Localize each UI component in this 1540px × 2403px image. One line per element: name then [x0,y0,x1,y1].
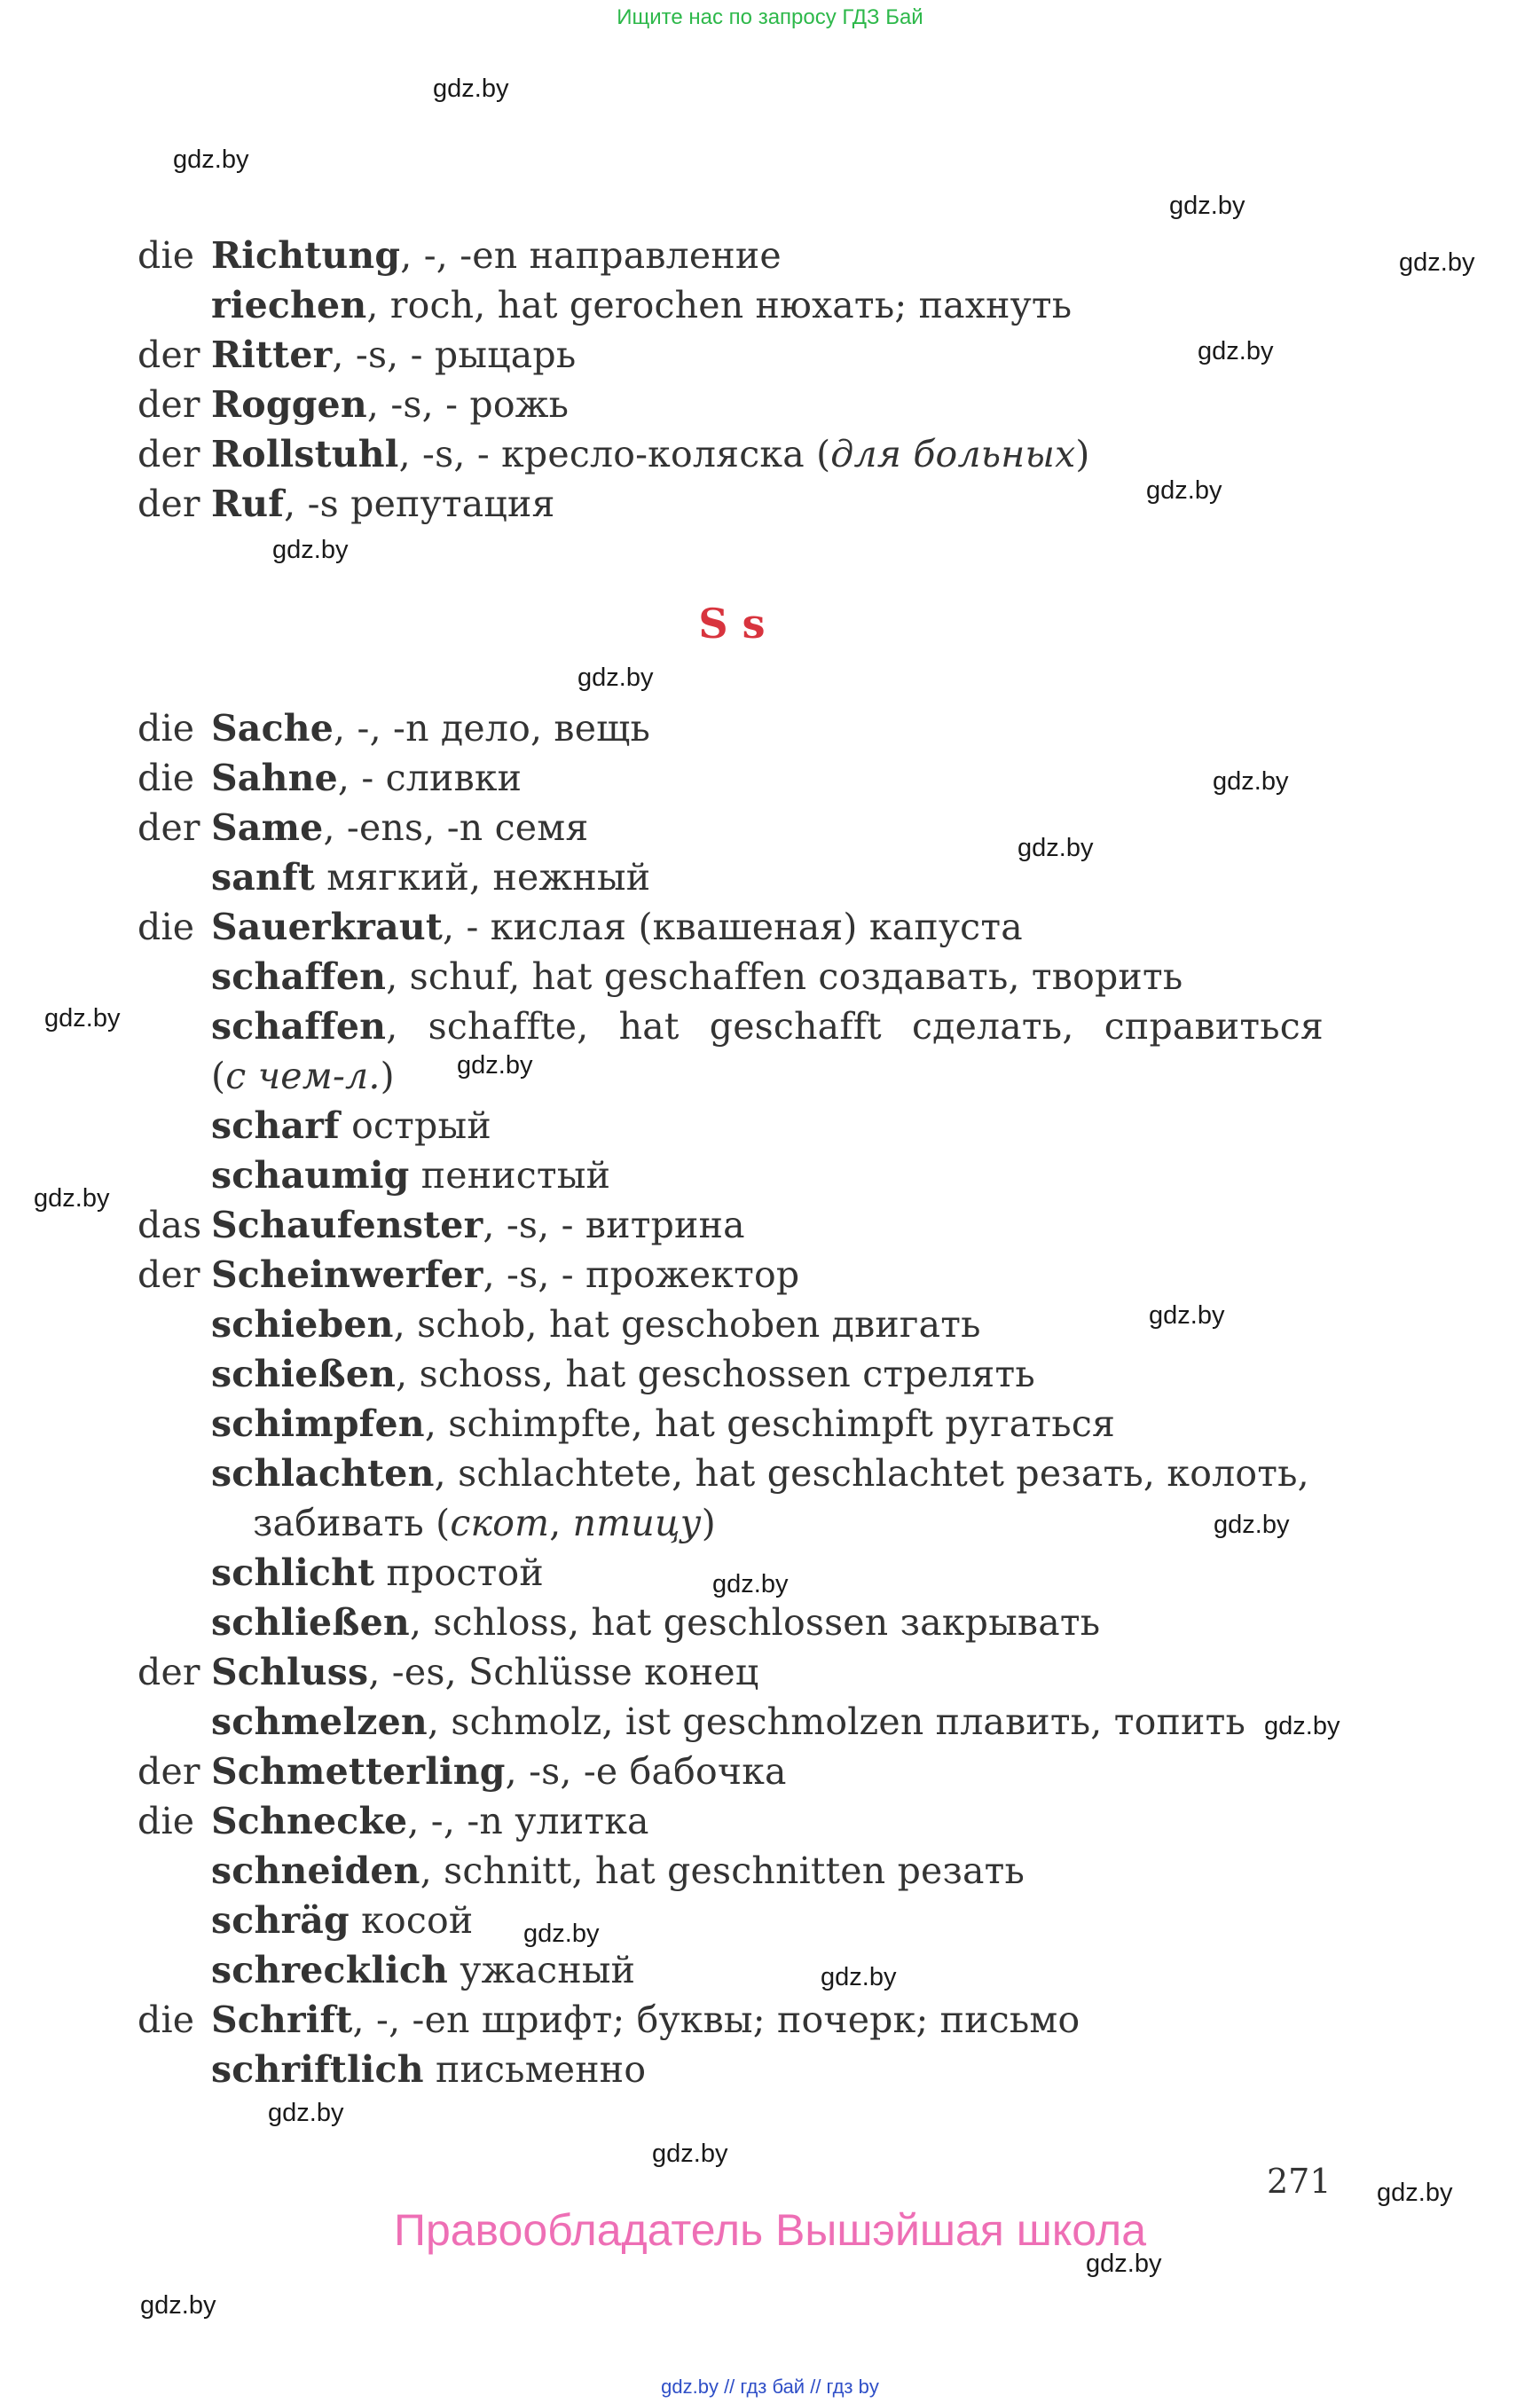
entry-continuation: забивать (скот, птицу) [253,1502,716,1544]
watermark: gdz.by [44,1004,121,1033]
section-letter: S s [698,600,766,648]
dictionary-entry: schlachten, schlachtete, hat geschlachtet резать, колоть, [211,1452,1309,1495]
watermark: gdz.by [1198,337,1274,365]
watermark: gdz.by [523,1920,600,1948]
dictionary-entry: schaffen, schaffte, hat geschafft сделать, справиться [211,1005,1324,1048]
dictionary-entry: schimpfen, schimpfte, hat geschimpft ругаться [211,1402,1116,1445]
dictionary-entry: das Schaufenster, -s, - витрина [138,1204,745,1246]
dictionary-entry: schlicht простой [211,1551,544,1594]
dictionary-entry: der Scheinwerfer, -s, - прожектор [138,1253,800,1296]
watermark: gdz.by [34,1184,110,1213]
dictionary-entry: schmelzen, schmolz, ist geschmolzen плавить, топить [211,1700,1245,1743]
dictionary-entry: die Schrift, -, -en шрифт; буквы; почерк; письмо [138,1999,1080,2041]
dictionary-entry: der Ritter, -s, - рыцарь [138,334,577,376]
watermark: gdz.by [1264,1712,1340,1740]
dictionary-entry: die Richtung, -, -en направление [138,234,782,277]
dictionary-entry: schaffen, schuf, hat geschaffen создавать, творить [211,955,1183,998]
dictionary-entry: schießen, schoss, hat geschossen стрелять [211,1353,1035,1395]
dictionary-entry: der Rollstuhl, -s, - кресло-коляска (для больных) [138,433,1090,475]
dictionary-entry: die Sache, -, -n дело, вещь [138,707,651,750]
dictionary-entry: der Schluss, -es, Schlüsse конец [138,1651,759,1693]
watermark: gdz.by [1018,834,1094,862]
watermark: gdz.by [457,1051,533,1080]
dictionary-entry: schneiden, schnitt, hat geschnitten резать [211,1849,1025,1892]
watermark: gdz.by [1399,248,1475,277]
watermark: gdz.by [1377,2179,1453,2207]
watermark: gdz.by [578,664,654,692]
watermark: gdz.by [1214,1511,1290,1539]
watermark: gdz.by [821,1963,897,1991]
watermark: gdz.by [712,1570,789,1598]
footer-links[interactable]: gdz.by // гдз бай // гдз by [661,2376,879,2398]
dictionary-entry: die Sahne, - сливки [138,757,522,799]
dictionary-entry: scharf острый [211,1104,491,1147]
watermark: gdz.by [140,2291,216,2320]
rights-holder: Правообладатель Вышэйшая школа [394,2205,1146,2255]
dictionary-entry: schließen, schloss, hat geschlossen закрывать [211,1601,1101,1644]
dictionary-entry: schriftlich письменно [211,2048,647,2091]
top-banner[interactable]: Ищите нас по запросу ГДЗ Бай [617,5,923,29]
watermark: gdz.by [1169,192,1245,220]
watermark: gdz.by [1149,1301,1225,1330]
page-number: 271 [1267,2162,1332,2201]
watermark: gdz.by [272,536,349,564]
dictionary-entry: die Sauerkraut, - кислая (квашеная) капуста [138,906,1023,948]
dictionary-entry: schräg косой [211,1899,474,1942]
entry-continuation: (с чем-л.) [211,1055,395,1097]
dictionary-entry: schaumig пенистый [211,1154,611,1197]
watermark: gdz.by [173,145,249,174]
watermark: gdz.by [268,2099,344,2127]
watermark: gdz.by [1086,2250,1162,2278]
dictionary-entry: der Roggen, -s, - рожь [138,383,570,426]
dictionary-entry: schieben, schob, hat geschoben двигать [211,1303,981,1346]
dictionary-entry: der Same, -ens, -n семя [138,806,589,849]
dictionary-entry: der Ruf, -s репутация [138,483,555,525]
watermark: gdz.by [652,2140,728,2168]
watermark: gdz.by [1213,767,1289,796]
dictionary-entry: der Schmetterling, -s, -e бабочка [138,1750,787,1793]
watermark: gdz.by [1146,476,1222,505]
dictionary-entry: die Schnecke, -, -n улитка [138,1800,649,1842]
dictionary-entry: schrecklich ужасный [211,1949,636,1991]
watermark: gdz.by [433,75,509,103]
dictionary-entry: sanft мягкий, нежный [211,856,651,899]
dictionary-entry: riechen, roch, hat gerochen нюхать; пахнуть [211,284,1072,326]
